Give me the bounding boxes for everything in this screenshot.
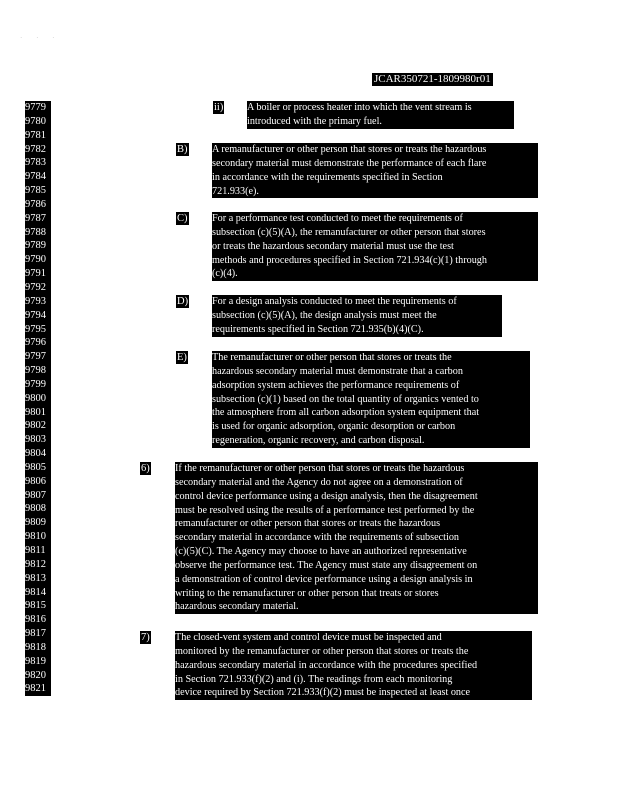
line-number: 9811	[25, 545, 46, 556]
label-d: D)	[177, 296, 189, 307]
line-number: 9812	[25, 558, 46, 570]
text-line: The closed-vent system and control device must be inspected and	[175, 632, 442, 643]
label-c: C)	[177, 213, 188, 224]
text-line: monitored by the remanufacturer or other person that stores or treats the	[175, 645, 469, 657]
text-line: must be resolved using the results of a performance test performed by the	[175, 504, 475, 516]
label-e: E)	[177, 352, 187, 363]
line-number: 9815	[25, 600, 46, 612]
line-number: 9805	[25, 461, 46, 473]
text-line: is used for organic adsorption, organic desorption or carbon	[212, 421, 456, 433]
label-b: B)	[177, 144, 188, 155]
label-6: 6)	[141, 463, 150, 474]
text-line: device required by Section 721.933(f)(2) must be inspected at least once	[175, 687, 471, 699]
line-number: 9789	[25, 240, 46, 252]
line-number-column	[25, 101, 51, 696]
line-number: 9798	[25, 365, 46, 377]
line-number: 9802	[25, 420, 46, 432]
line-number: 9781	[25, 129, 46, 141]
scan-speckle: · · ·	[20, 34, 61, 42]
line-number: 9813	[25, 572, 46, 584]
text-line: hazardous secondary material in accordance with the procedures specified	[175, 659, 478, 671]
text-line: subsection (c)(1) based on the total quantity of organics vented to	[212, 393, 479, 405]
line-number: 9794	[25, 309, 46, 321]
label-7: 7)	[141, 632, 150, 643]
line-number: 9821	[25, 683, 46, 695]
line-number: 9818	[25, 641, 46, 653]
text-line: in Section 721.933(f)(2) and (i). The readings from each monitoring	[175, 673, 453, 685]
line-number: 9785	[25, 185, 46, 197]
line-number: 9801	[25, 406, 46, 418]
paragraph-d	[212, 295, 502, 337]
line-number: 9788	[25, 226, 46, 238]
line-number: 9796	[25, 337, 46, 349]
line-number: 9808	[25, 503, 46, 515]
paragraph-e	[212, 351, 530, 448]
text-line: introduced with the primary fuel.	[247, 115, 382, 127]
line-number: 9782	[25, 143, 46, 155]
label-ii: ii)	[214, 102, 224, 113]
line-number: 9800	[25, 392, 46, 404]
text-line: or treats the hazardous secondary material must use the test	[212, 240, 454, 252]
line-number: 9807	[25, 489, 46, 501]
line-number: 9820	[25, 669, 46, 681]
text-line: writing to the remanufacturer or other person that treats or stores	[175, 587, 439, 599]
text-line: in accordance with the requirements specified in Section	[212, 171, 443, 183]
line-number: 9787	[25, 212, 46, 224]
text-line: observe the performance test. The Agency must state any disagreement on	[175, 559, 478, 571]
text-line: hazardous secondary material must demonstrate that a carbon	[212, 365, 463, 377]
line-number: 9793	[25, 295, 46, 307]
text-line: subsection (c)(5)(A), the remanufacturer or other person that stores	[212, 226, 486, 238]
line-number: 9783	[25, 157, 46, 169]
text-line: The remanufacturer or other person that stores or treats the	[212, 352, 452, 363]
line-number: 9819	[25, 655, 46, 667]
text-line: regeneration, organic recovery, and carbon disposal.	[212, 435, 425, 447]
line-number: 9803	[25, 434, 46, 446]
text-line: A boiler or process heater into which the vent stream is	[247, 102, 472, 113]
text-line: methods and procedures specified in Section 721.934(c)(1) through	[212, 254, 487, 266]
text-line: For a performance test conducted to meet the requirements of	[212, 213, 463, 224]
text-line: requirements specified in Section 721.935(b)(4)(C).	[212, 323, 424, 335]
text-line: (c)(4).	[212, 268, 238, 280]
line-number: 9784	[25, 171, 46, 183]
line-number: 9806	[25, 475, 46, 487]
text-line: a demonstration of control device performance using a design analysis in	[175, 573, 473, 585]
line-number: 9790	[25, 254, 46, 266]
line-number: 9780	[25, 115, 46, 127]
line-number: 9799	[25, 378, 46, 390]
text-line: remanufacturer or other person that stores or treats the hazardous	[175, 518, 441, 530]
text-line: If the remanufacturer or other person that stores or treats the hazardous	[175, 463, 465, 474]
text-line: secondary material must demonstrate the performance of each flare	[212, 157, 487, 169]
paragraph-ii	[247, 101, 514, 129]
line-number: 9814	[25, 586, 46, 598]
line-number: 9797	[25, 351, 46, 363]
line-number: 9817	[25, 628, 46, 640]
paragraph-6	[175, 462, 538, 614]
paragraph-c	[212, 212, 538, 281]
text-line: secondary material and the Agency do not agree on a demonstration of	[175, 476, 463, 488]
text-line: hazardous secondary material.	[175, 601, 299, 613]
line-number: 9816	[25, 614, 46, 626]
line-number: 9810	[25, 531, 46, 543]
line-number: 9809	[25, 517, 46, 529]
text-line: (c)(5)(C). The Agency may choose to have an authorized representative	[175, 546, 467, 558]
document-id: JCAR350721-1809980r01	[374, 73, 491, 85]
text-line: A remanufacturer or other person that stores or treats the hazardous	[212, 144, 487, 155]
line-number: 9779	[25, 102, 46, 113]
text-line: subsection (c)(5)(A), the design analysis must meet the	[212, 309, 437, 321]
paragraph-b	[212, 143, 538, 198]
line-number: 9804	[25, 448, 46, 460]
line-number: 9792	[25, 281, 46, 293]
text-line: secondary material in accordance with the requirements of subsection	[175, 532, 460, 544]
paragraph-7	[175, 631, 532, 700]
text-line: For a design analysis conducted to meet the requirements of	[212, 296, 457, 307]
line-number: 9791	[25, 268, 46, 280]
text-line: the atmosphere from all carbon adsorption system equipment that	[212, 407, 480, 419]
text-line: adsorption system achieves the performance requirements of	[212, 379, 460, 391]
text-line: 721.933(e).	[212, 185, 259, 197]
line-number: 9786	[25, 198, 46, 210]
line-number: 9795	[25, 323, 46, 335]
text-line: control device performance using a design analysis, then the disagreement	[175, 490, 478, 502]
